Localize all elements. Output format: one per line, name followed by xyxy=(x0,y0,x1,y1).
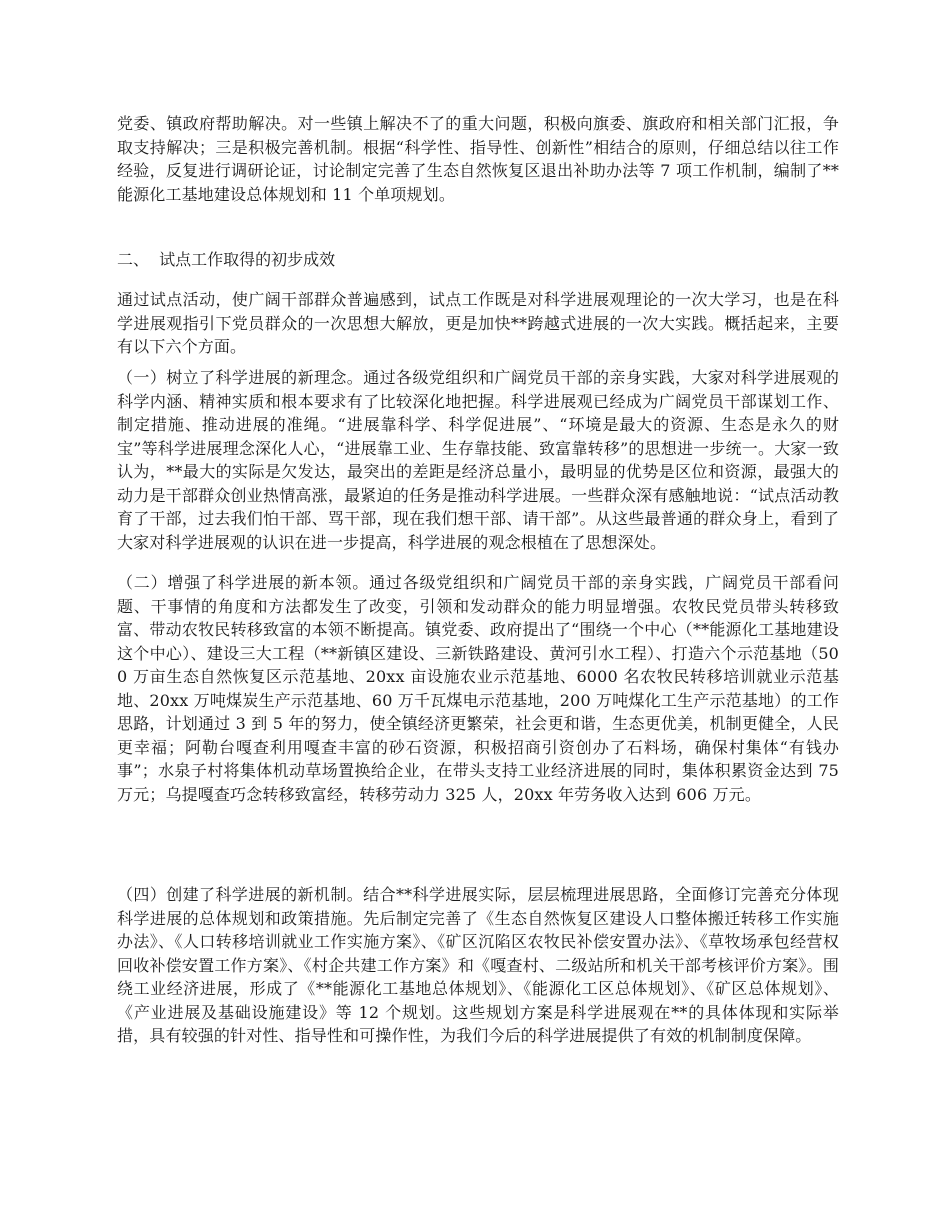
section-heading: 二、 试点工作取得的初步成效 xyxy=(117,250,336,269)
paragraph-intro: 通过试点活动，使广阔干部群众普遍感到，试点工作既是对科学进展观理论的一次大学习，也是在科学进展观指引下党员群众的一次思想大解放，更是加快**跨越式进展的一次大实践。概括起来，主要有以下六个方面。 xyxy=(117,290,839,356)
paragraph-continuation: 党委、镇政府帮助解决。对一些镇上解决不了的重大问题，积极向旗委、旗政府和相关部门汇报，争取支持解决；三是积极完善机制。根据“科学性、指导性、创新性”相结合的原则，仔细总结以往工作经验，反复进行调研论证，讨论制定完善了生态自然恢复区退出补助办法等 7 项工作机制，编制了**能源化工基地建设总体规划和 11 个单项规划。 xyxy=(117,114,839,204)
paragraph-item-2: （二）增强了科学进展的新本领。通过各级党组织和广阔党员干部的亲身实践，广阔党员干部看问题、干事情的角度和方法都发生了改变，引领和发动群众的能力明显增强。农牧民党员带头转移致富、带动农牧民转移致富的本领不断提高。镇党委、政府提出了“围绕一个中心（**能源化工基地建设这个中心）、建设三大工程（**新镇区建设、三新铁路建设、黄河引水工程）、打造六个示范基地（500 万亩生态自然恢复区示范基地、20xx 亩设施农业示范基地、6000 名农牧民转移培训就业示范基地、20xx 万吨煤炭生产示范基地、60 万千瓦煤电示范基地，200 万吨煤化工生产示范基地）的工作思路，计划通过 3 到 5 年的努力，使全镇经济更繁荣，社会更和谐，生态更优美，机制更健全，人民更幸福；阿勒台嘎查利用嘎查丰富的砂石资源，积极招商引资创办了石料场，确保村集体“有钱办事”；水泉子村将集体机动草场置换给企业，在带头支持工业经济进展的同时，集体积累资金达到 75 万元；乌提嘎查巧念转移致富经，转移劳动力 325 人，20xx 年劳务收入达到 606 万元。 xyxy=(117,573,839,804)
paragraph-item-4: （四）创建了科学进展的新机制。结合**科学进展实际，层层梳理进展思路，全面修订完善充分体现科学进展的总体规划和政策措施。先后制定完善了《生态自然恢复区建设人口整体搬迁转移工作实施办法》、《人口转移培训就业工作实施方案》、《矿区沉陷区农牧民补偿安置办法》、《草牧场承包经营权回收补偿安置工作方案》、《村企共建工作方案》和《嘎查村、二级站所和机关干部考核评价方案》。围绕工业经济进展，形成了《**能源化工基地总体规划》、《能源化工区总体规划》、《矿区总体规划》、《产业进展及基础设施建设》等 12 个规划。这些规划方案是科学进展观在**的具体体现和实际举措，具有较强的针对性、指导性和可操作性，为我们今后的科学进展提供了有效的机制制度保障。 xyxy=(117,885,839,1045)
paragraph-item-1: （一）树立了科学进展的新理念。通过各级党组织和广阔党员干部的亲身实践，大家对科学进展观的科学内涵、精神实质和根本要求有了比较深化地把握。科学进展观已经成为广阔党员干部谋划工作、制定措施、推动进展的准绳。“进展靠科学、科学促进展”、“环境是最大的资源、生态是永久的财宝”等科学进展理念深化人心，“进展靠工业、生存靠技能、致富靠转移”的思想进一步统一。大家一致认为，**最大的实际是欠发达，最突出的差距是经济总量小，最明显的优势是区位和资源，最强大的动力是干部群众创业热情高涨，最紧迫的任务是推动科学进展。一些群众深有感触地说：“试点活动教育了干部，过去我们怕干部、骂干部，现在我们想干部、请干部”。从这些最普通的群众身上，看到了大家对科学进展观的认识在进一步提高，科学进展的观念根植在了思想深处。 xyxy=(117,368,839,552)
